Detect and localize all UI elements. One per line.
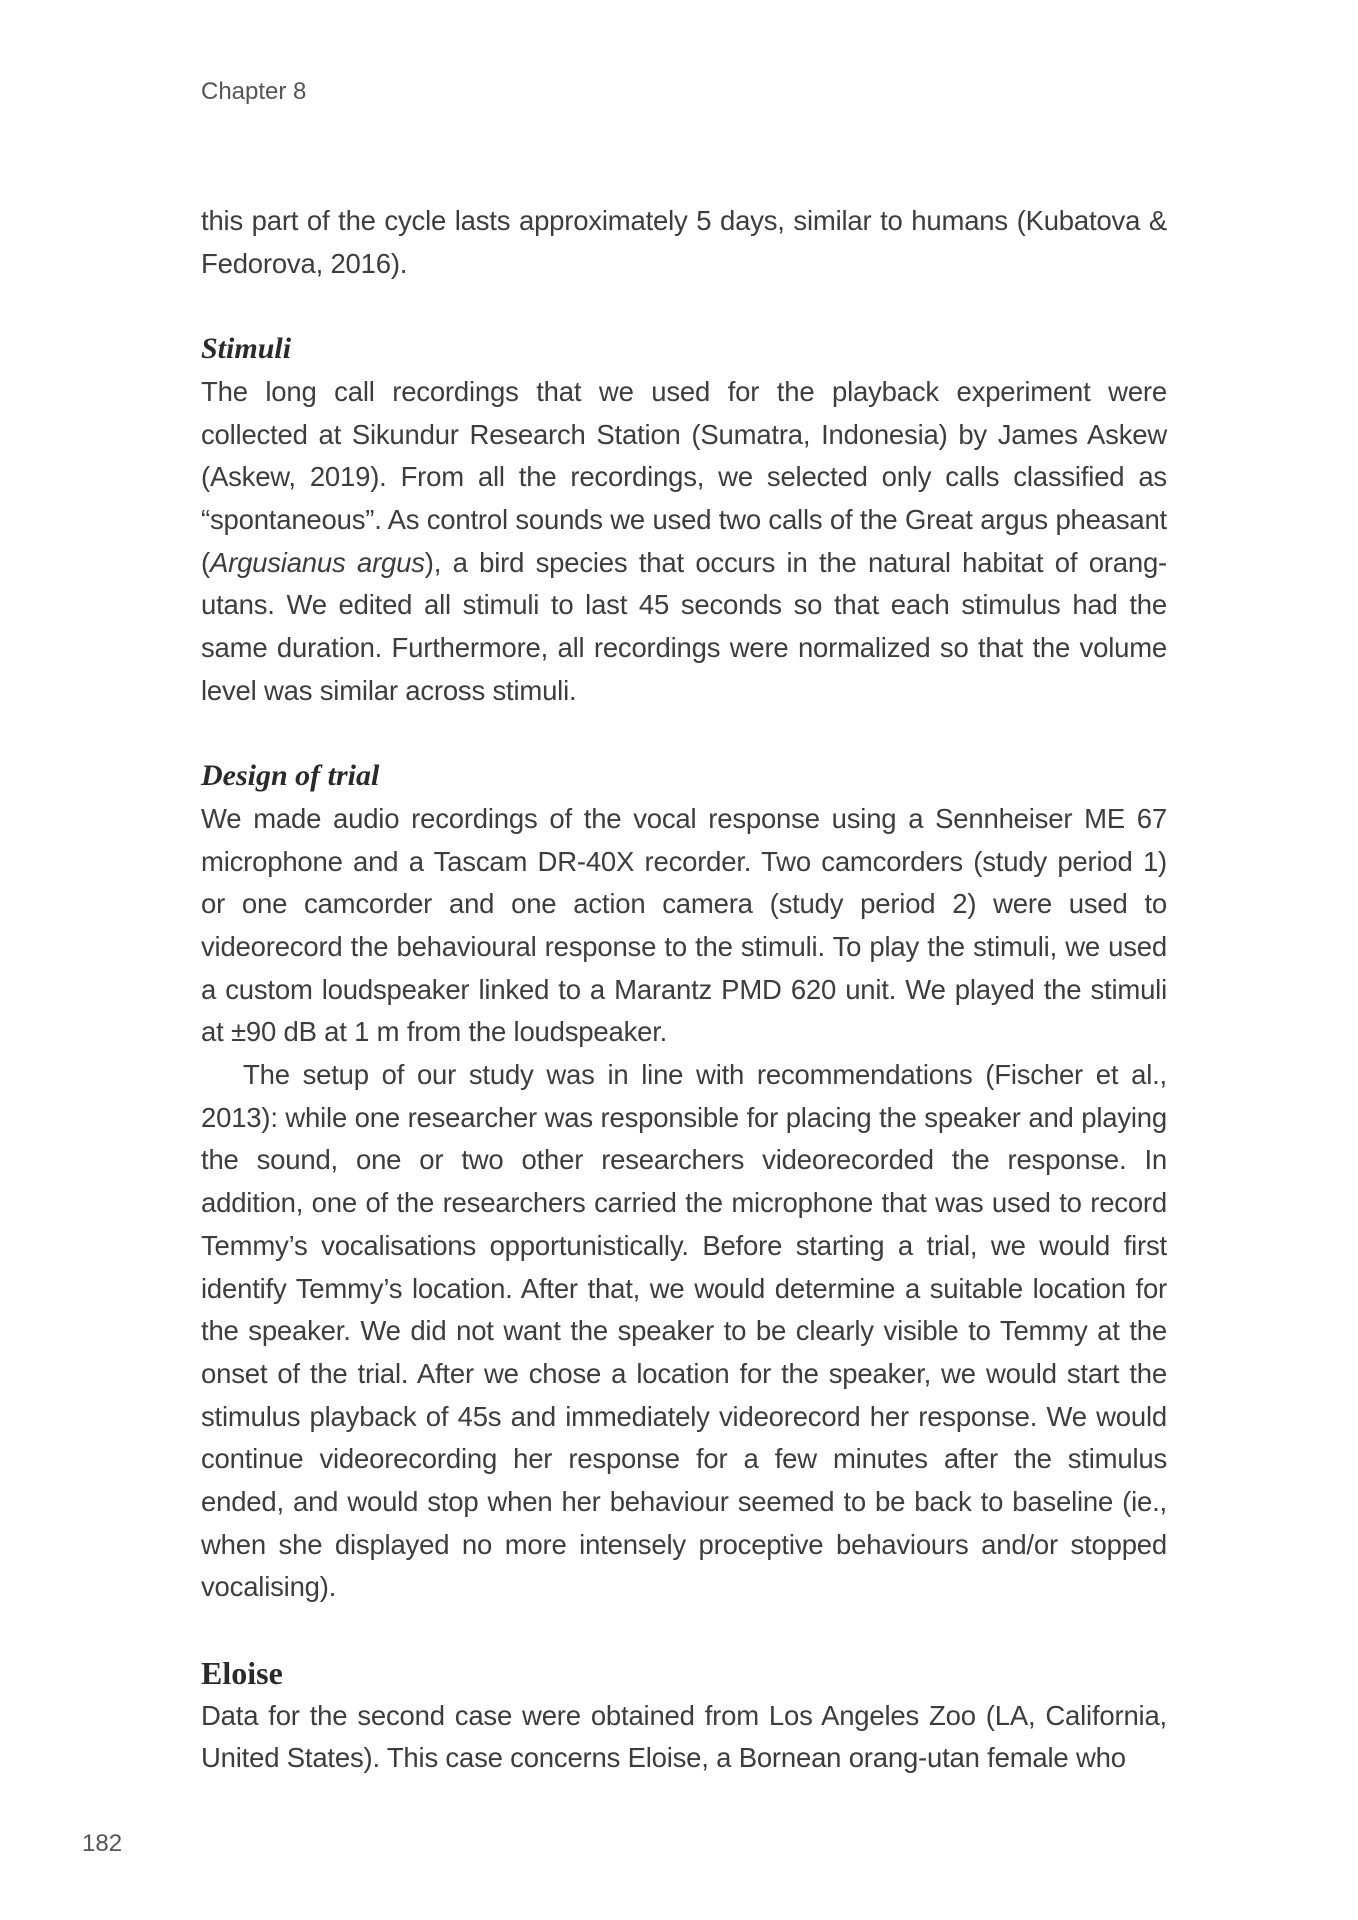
spacer bbox=[201, 1609, 1167, 1652]
spacer bbox=[201, 712, 1167, 755]
design-paragraph-1: We made audio recordings of the vocal response using a Sennheiser ME 67 microphone and a Tascam DR-40X recorder. Two camcorders (study period 1) or one camcorder and one action camera (study period 2) were used to videorecord the behavioural response to the stimuli. To play the stimuli, we used a custom loudspeaker linked to a Marantz PMD 620 unit. We played the stimuli at ±90 dB at 1 m from the loudspeaker. bbox=[201, 802, 1167, 1048]
design-heading: Design of trial bbox=[201, 759, 380, 793]
intro-paragraph: this part of the cycle lasts approximately 5 days, similar to humans (Kubatova & Fedorova, 2016). bbox=[201, 205, 1167, 279]
eloise-heading: Eloise bbox=[201, 1654, 283, 1691]
body-content bbox=[201, 200, 1167, 1780]
species-name: Argusianus argus bbox=[209, 546, 425, 578]
running-head: Chapter 8 bbox=[201, 78, 307, 105]
stimuli-heading: Stimuli bbox=[201, 332, 292, 366]
eloise-paragraph-1: Data for the second case were obtained from Los Angeles Zoo (LA, California, United States). This case concerns Eloise, a Bornean orang-utan female who bbox=[201, 1699, 1167, 1774]
page-number: 182 bbox=[82, 1830, 123, 1857]
spacer bbox=[201, 285, 1167, 328]
design-paragraph-2: The setup of our study was in line with recommendations (Fischer et al., 2013): while one researcher was responsible for placing the speaker and playing the sound, one or two other researchers videorecorded the response. In addition, one of the researchers carried the microphone that was used to record Temmy’s vocalisations opportunistically. Before starting a trial, we would first identify Temmy’s location. After that, we would determine a suitable location for the speaker. We did not want the speaker to be clearly visible to Temmy at the onset of the trial. After we chose a location for the speaker, we would start the stimulus playback of 45s and immediately videorecord her response. We would continue videorecording her response for a few minutes after the stimulus ended, and would stop when her behaviour seemed to be back to baseline (ie., when she displayed no more intensely proceptive behaviours and/or stopped vocalising). bbox=[201, 1059, 1167, 1603]
stimuli-text-part-1: The long call recordings that we used for the playback experiment were collected at Sikundur Research Station (Sumatra, Indonesia) by James Askew (Askew, 2019). From all the recordings, we selected only calls classified as “spontaneous”. As control sounds we used two calls of the Great argus pheasant ( bbox=[201, 375, 1167, 578]
stimuli-text-part-2: ), a bird species that occurs in the natural habitat of orang-utans. We edited all stimuli to last 45 seconds so that each stimulus had the same duration. Furthermore, all recordings were normalized so that the volume level was similar across stimuli. bbox=[201, 546, 1167, 706]
stimuli-paragraph bbox=[201, 371, 1167, 713]
